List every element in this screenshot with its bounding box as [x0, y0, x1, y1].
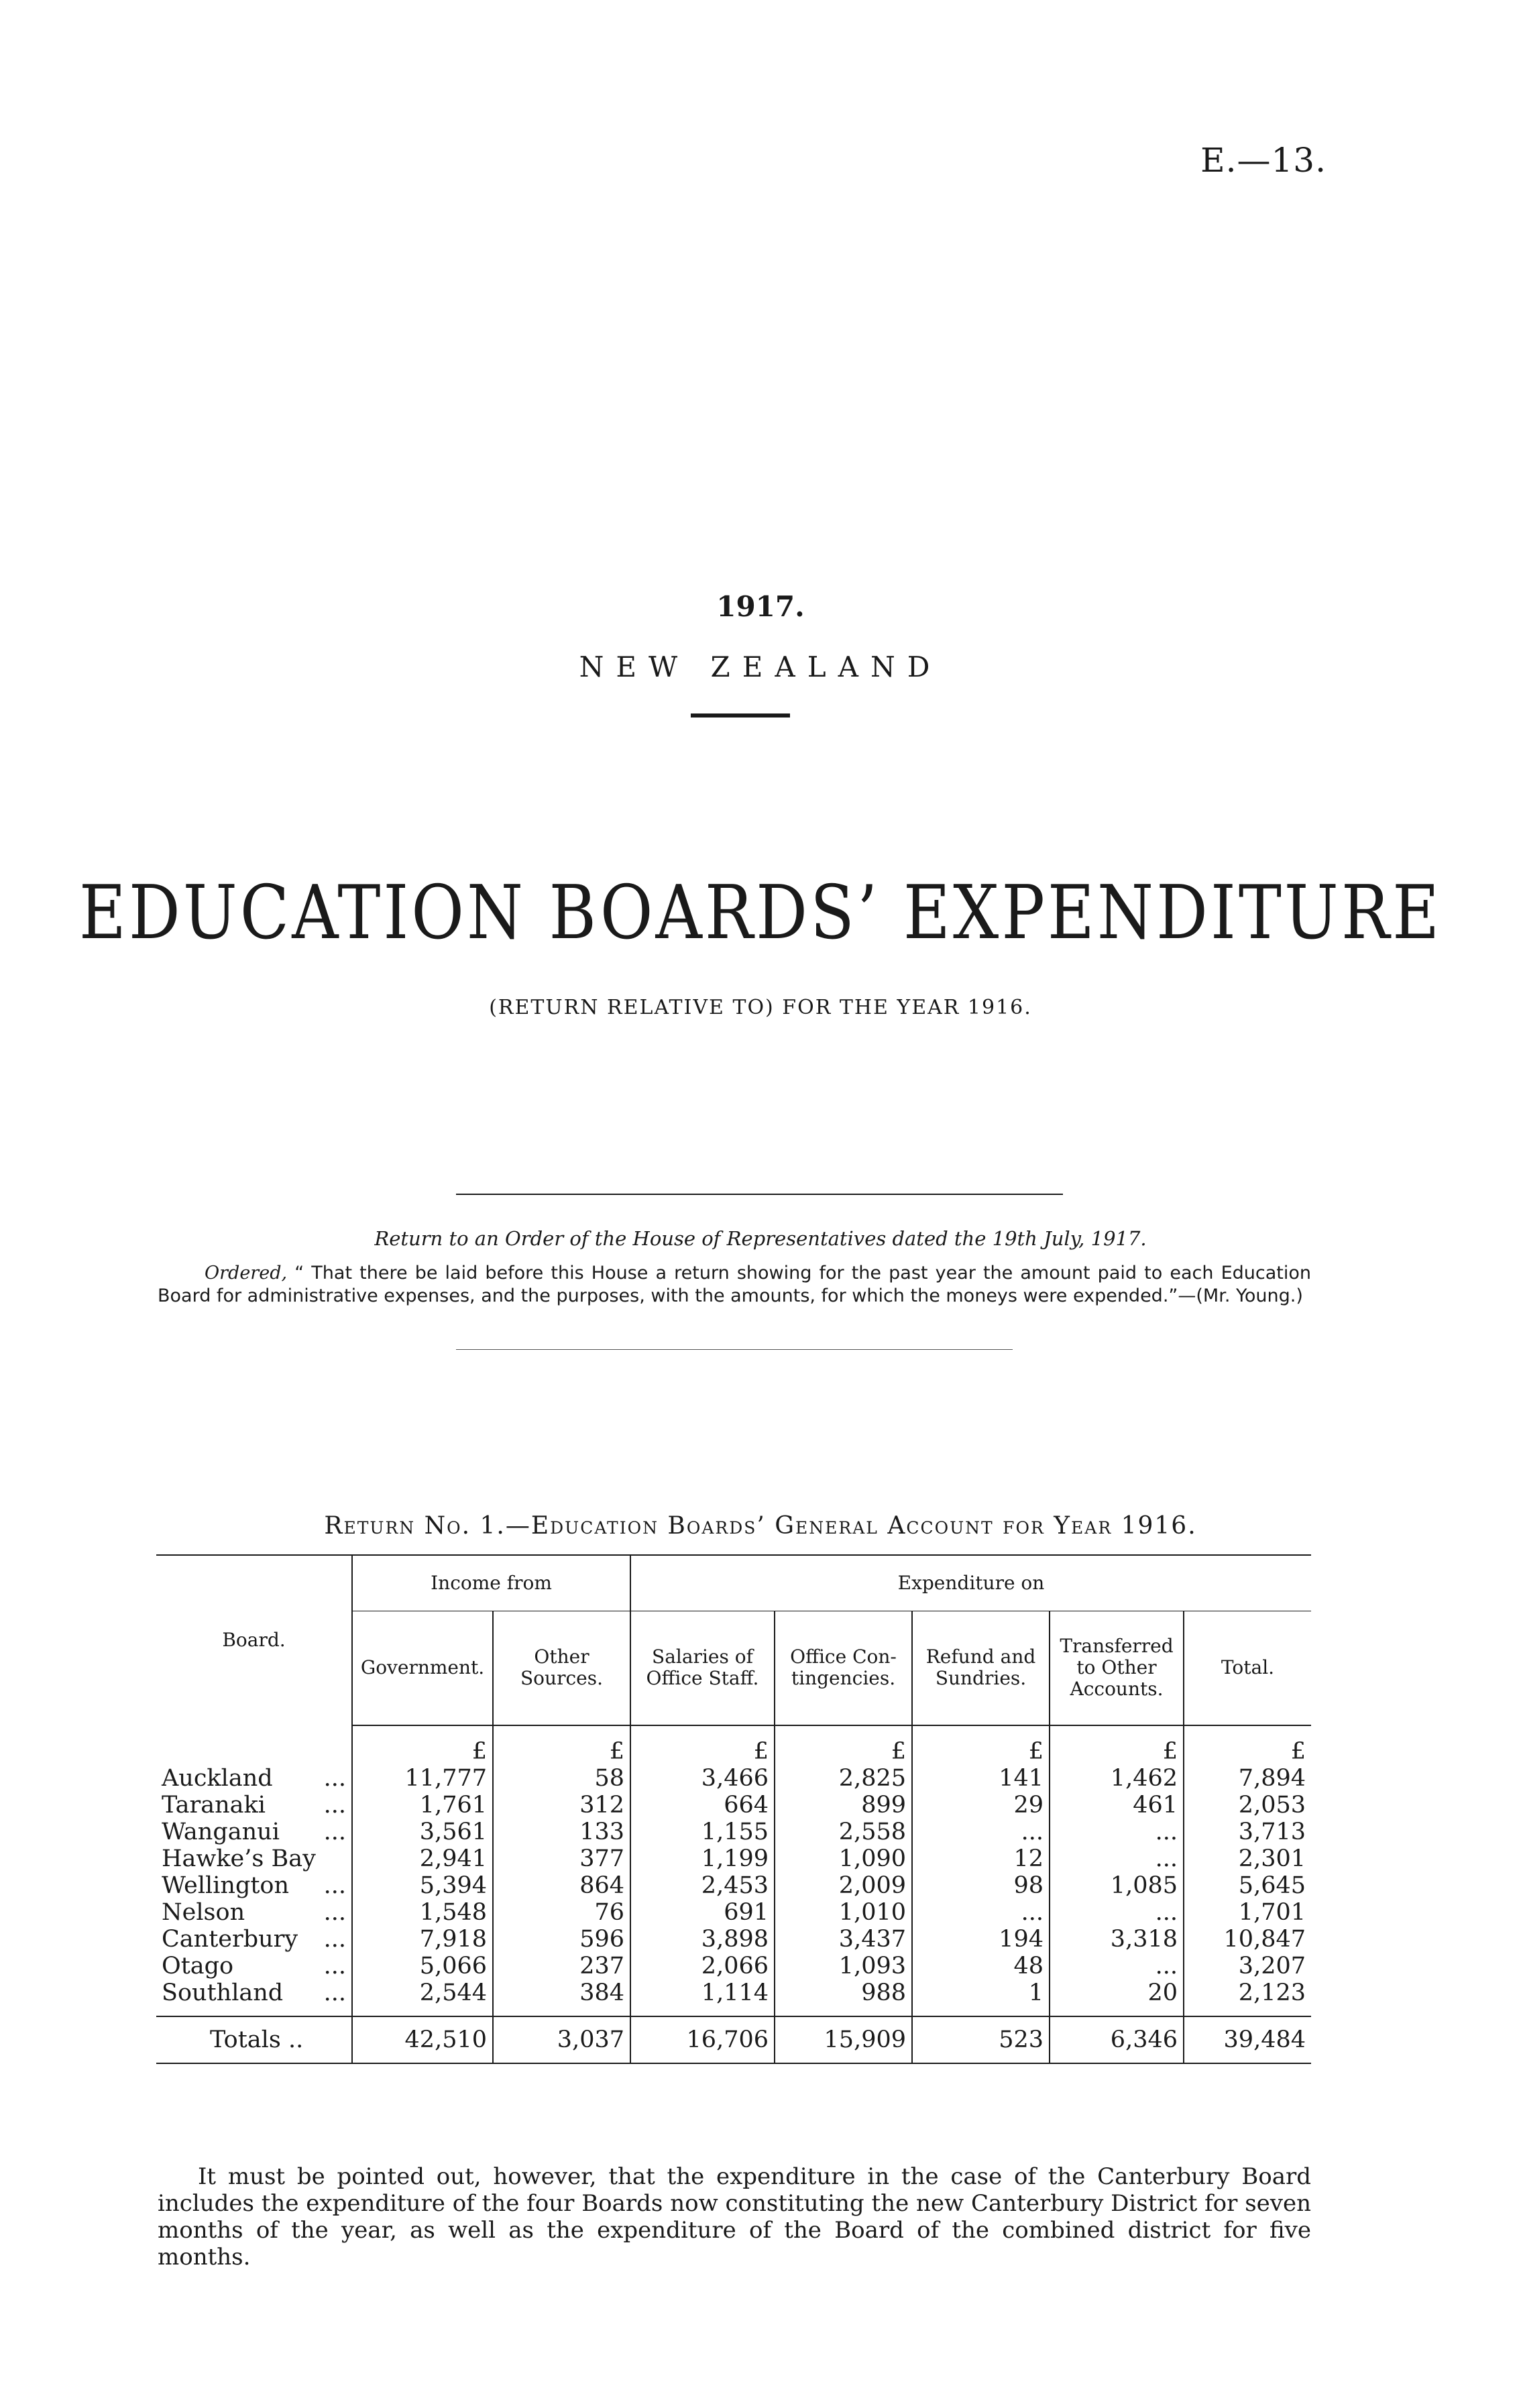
cell-other: 312: [493, 1792, 630, 1819]
cell-office: 2,009: [775, 1872, 912, 1899]
total-government: 42,510: [352, 2016, 493, 2063]
cell-other: 377: [493, 1845, 630, 1872]
unit-label: £: [912, 1725, 1050, 1765]
cell-office: 988: [775, 1980, 912, 2006]
cell-refund: ...: [912, 1819, 1050, 1845]
cell-salaries: 2,453: [630, 1872, 775, 1899]
unit-label: £: [352, 1725, 493, 1765]
cell-transferred: 3,318: [1050, 1926, 1184, 1953]
page-reference: E.—13.: [1200, 141, 1327, 180]
cell-office: 1,010: [775, 1899, 912, 1926]
cell-transferred: 1,085: [1050, 1872, 1184, 1899]
column-header-government: Government.: [352, 1611, 493, 1725]
cell-total: 7,894: [1184, 1765, 1311, 1792]
table-row: [156, 1899, 1311, 1926]
total-office: 15,909: [775, 2016, 912, 2063]
expenditure-table: [156, 1554, 1311, 2064]
cell-total: 2,301: [1184, 1845, 1311, 1872]
cell-refund: 29: [912, 1792, 1050, 1819]
total-total: 39,484: [1184, 2016, 1311, 2063]
cell-total: 3,207: [1184, 1953, 1311, 1980]
footnote-paragraph: It must be pointed out, however, that the expenditure in the case of the Canterbury Board includes the expenditure of the four Boards now constituting the new Canterbury District for seven months of the year, as well as the expenditure of the Board of the combined district for five months.: [158, 2163, 1311, 2271]
cell-transferred: ...: [1050, 1899, 1184, 1926]
total-salaries: 16,706: [630, 2016, 775, 2063]
order-heading: Return to an Order of the House of Representatives dated the 19th July, 1917.: [374, 1227, 1147, 1250]
document-subtitle: (RETURN RELATIVE TO) FOR THE YEAR 1916.: [489, 996, 1032, 1019]
divider-rule: [691, 713, 790, 718]
table-row: [156, 1980, 1311, 2006]
cell-transferred: ...: [1050, 1819, 1184, 1845]
cell-total: 1,701: [1184, 1899, 1311, 1926]
unit-label: £: [493, 1725, 630, 1765]
divider-rule: [456, 1349, 1013, 1350]
cell-other: 58: [493, 1765, 630, 1792]
column-header-board: Board.: [156, 1555, 352, 1725]
cell-government: 5,066: [352, 1953, 493, 1980]
cell-salaries: 3,898: [630, 1926, 775, 1953]
total-refund: 523: [912, 2016, 1050, 2063]
cell-other: 237: [493, 1953, 630, 1980]
cell-refund: ...: [912, 1899, 1050, 1926]
board-name: Hawke’s Bay: [162, 1845, 316, 1872]
cell-refund: 48: [912, 1953, 1050, 1980]
document-title: EDUCATION BOARDS’ EXPENDITURE: [78, 869, 1443, 956]
unit-row: [156, 1725, 1311, 1765]
document-year: 1917.: [716, 590, 805, 623]
cell-government: 5,394: [352, 1872, 493, 1899]
ordered-label: Ordered,: [205, 1263, 288, 1283]
cell-salaries: 691: [630, 1899, 775, 1926]
unit-label: £: [775, 1725, 912, 1765]
cell-salaries: 1,155: [630, 1819, 775, 1845]
cell-total: 2,123: [1184, 1980, 1311, 2006]
cell-other: 76: [493, 1899, 630, 1926]
cell-office: 2,558: [775, 1819, 912, 1845]
divider-rule: [456, 1194, 1063, 1195]
totals-label: Totals ..: [156, 2016, 352, 2063]
cell-office: 1,090: [775, 1845, 912, 1872]
cell-refund: 141: [912, 1765, 1050, 1792]
cell-salaries: 3,466: [630, 1765, 775, 1792]
board-name: Otago ...: [162, 1952, 346, 1980]
cell-total: 2,053: [1184, 1792, 1311, 1819]
cell-salaries: 1,114: [630, 1980, 775, 2006]
cell-salaries: 664: [630, 1792, 775, 1819]
cell-office: 899: [775, 1792, 912, 1819]
board-name: Wellington ...: [162, 1872, 346, 1899]
cell-total: 5,645: [1184, 1872, 1311, 1899]
cell-total: 10,847: [1184, 1926, 1311, 1953]
cell-transferred: 20: [1050, 1980, 1184, 2006]
totals-row: [156, 2016, 1311, 2063]
cell-total: 3,713: [1184, 1819, 1311, 1845]
board-name: Southland ...: [162, 1979, 346, 2006]
board-name: Taranaki ...: [162, 1791, 346, 1819]
column-header-transferred: Transferred to Other Accounts.: [1050, 1611, 1184, 1725]
country-heading: NEW ZEALAND: [579, 650, 942, 683]
total-transferred: 6,346: [1050, 2016, 1184, 2063]
column-header-refund: Refund and Sundries.: [912, 1611, 1050, 1725]
cell-transferred: ...: [1050, 1845, 1184, 1872]
cell-transferred: ...: [1050, 1953, 1184, 1980]
table-title: Return No. 1.—Education Boards’ General Account for Year 1916.: [324, 1512, 1197, 1540]
cell-other: 384: [493, 1980, 630, 2006]
board-name: Auckland ...: [162, 1764, 346, 1792]
table-row: [156, 1953, 1311, 1980]
table-row: [156, 1765, 1311, 1792]
cell-refund: 98: [912, 1872, 1050, 1899]
cell-government: 1,761: [352, 1792, 493, 1819]
unit-label: £: [1050, 1725, 1184, 1765]
cell-transferred: 1,462: [1050, 1765, 1184, 1792]
cell-other: 864: [493, 1872, 630, 1899]
cell-office: 2,825: [775, 1765, 912, 1792]
column-header-total: Total.: [1184, 1611, 1311, 1725]
table-row: [156, 1792, 1311, 1819]
cell-office: 1,093: [775, 1953, 912, 1980]
column-header-salaries: Salaries of Office Staff.: [630, 1611, 775, 1725]
cell-transferred: 461: [1050, 1792, 1184, 1819]
cell-office: 3,437: [775, 1926, 912, 1953]
table-row: [156, 1819, 1311, 1845]
table-row: [156, 1872, 1311, 1899]
table-row: [156, 1845, 1311, 1872]
cell-salaries: 2,066: [630, 1953, 775, 1980]
cell-other: 596: [493, 1926, 630, 1953]
cell-refund: 12: [912, 1845, 1050, 1872]
column-header-other-sources: Other Sources.: [493, 1611, 630, 1725]
order-body: “ That there be laid before this House a return showing for the past year the amount paid to each Education Board for administrative expenses, and the purposes, with the amounts, for which the moneys were expended.”—(Mr. Young.): [158, 1263, 1311, 1306]
column-header-office-contingencies: Office Con- tingencies.: [775, 1611, 912, 1725]
table-row: [156, 1926, 1311, 1953]
board-name: Wanganui ...: [162, 1818, 346, 1845]
cell-government: 3,561: [352, 1819, 493, 1845]
board-name: Nelson ...: [162, 1898, 346, 1926]
cell-government: 11,777: [352, 1765, 493, 1792]
cell-refund: 1: [912, 1980, 1050, 2006]
board-name: Canterbury ...: [162, 1925, 346, 1953]
cell-refund: 194: [912, 1926, 1050, 1953]
cell-government: 2,941: [352, 1845, 493, 1872]
cell-government: 2,544: [352, 1980, 493, 2006]
group-header-income: Income from: [352, 1555, 630, 1611]
cell-government: 7,918: [352, 1926, 493, 1953]
group-header-expenditure: Expenditure on: [630, 1555, 1311, 1611]
cell-salaries: 1,199: [630, 1845, 775, 1872]
order-paragraph: [158, 1262, 1311, 1308]
unit-label: £: [630, 1725, 775, 1765]
spacer-row: [156, 2006, 1311, 2016]
cell-government: 1,548: [352, 1899, 493, 1926]
cell-other: 133: [493, 1819, 630, 1845]
total-other: 3,037: [493, 2016, 630, 2063]
unit-label: £: [1184, 1725, 1311, 1765]
